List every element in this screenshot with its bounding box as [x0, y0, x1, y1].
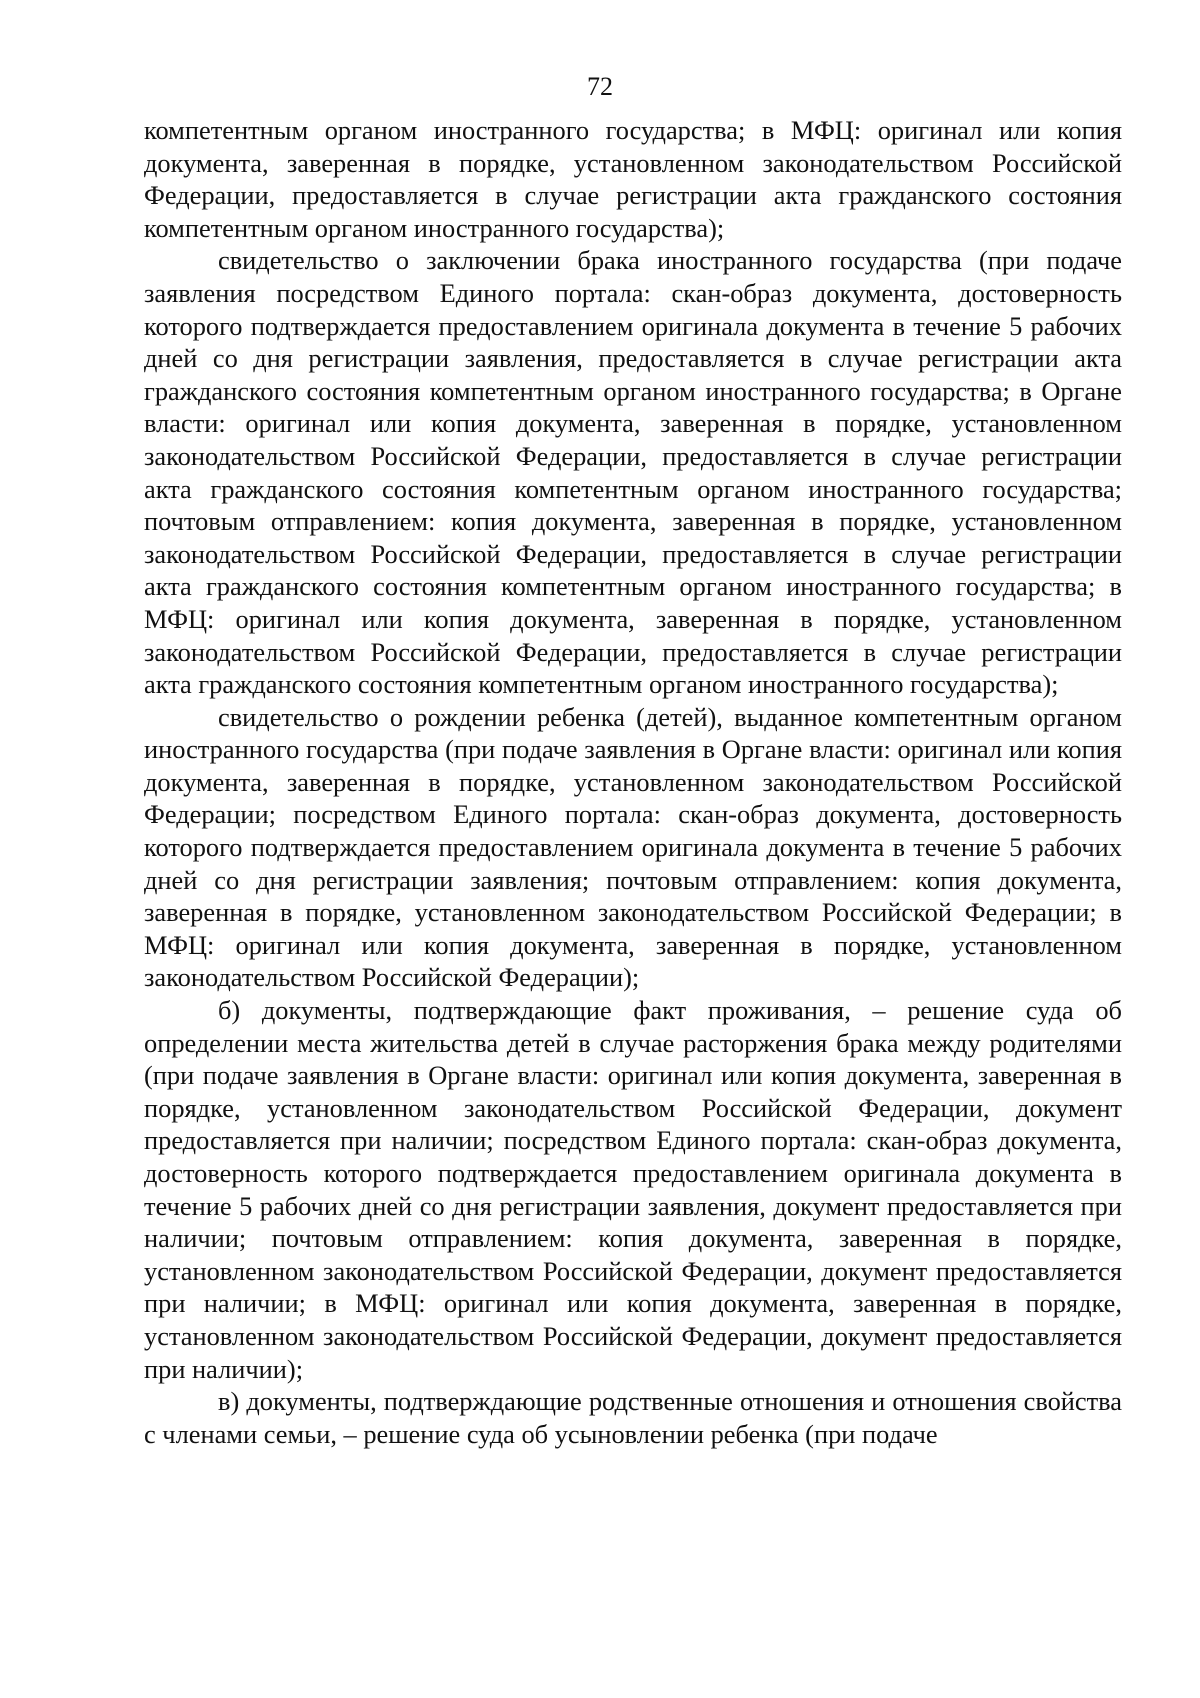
paragraph-residence-documents: б) документы, подтверждающие факт проживания, – решение суда об определении места жительства детей в случае расторжения брака между родителями (при подаче заявления в Органе власти: оригинал или копия документа, заверенная в порядке, установленном законодательством Российской Федерации, документ предоставляется при наличии; посредством Единого портала: скан-образ документа, достоверность которого подтверждается предоставлением оригинала документа в течение 5 рабочих дней со дня регистрации заявления, документ предоставляется при наличии; почтовым отправлением: копия документа, заверенная в порядке, установленном законодательством Российской Федерации, документ предоставляется при наличии; в МФЦ: оригинал или копия документа, заверенная в порядке, установленном законодательством Российской Федерации, документ предоставляется при наличии); [144, 995, 1122, 1384]
paragraph-continuation: компетентным органом иностранного государства; в МФЦ: оригинал или копия документа, заверенная в порядке, установленном законодательством Российской Федерации, предоставляется в случае регистрации акта гражданского состояния компетентным органом иностранного государства); [144, 115, 1122, 243]
paragraph-birth-certificate: свидетельство о рождении ребенка (детей), выданное компетентным органом иностранного государства (при подаче заявления в Органе власти: оригинал или копия документа, заверенная в порядке, установленном законодательством Российской Федерации; посредством Единого портала: скан-образ документа, достоверность которого подтверждается предоставлением оригинала документа в течение 5 рабочих дней со дня регистрации заявления; почтовым отправлением: копия документа, заверенная в порядке, установленном законодательством Российской Федерации; в МФЦ: оригинал или копия документа, заверенная в порядке, установленном законодательством Российской Федерации); [144, 701, 1122, 993]
page-number: 72 [587, 72, 613, 101]
paragraph-kinship-documents: в) документы, подтверждающие родственные отношения и отношения свойства с членами семьи, – решение суда об усыновлении ребенка (при подаче [144, 1386, 1122, 1449]
document-body [144, 114, 1122, 1450]
paragraph-marriage-certificate: свидетельство о заключении брака иностранного государства (при подаче заявления посредством Единого портала: скан-образ документа, достоверность которого подтверждается предоставлением оригинала документа в течение 5 рабочих дней со дня регистрации заявления, предоставляется в случае регистрации акта гражданского состояния компетентным органом иностранного государства; в Органе власти: оригинал или копия документа, заверенная в порядке, установленном законодательством Российской Федерации, предоставляется в случае регистрации акта гражданского состояния компетентным органом иностранного государства; почтовым отправлением: копия документа, заверенная в порядке, установленном законодательством Российской Федерации, предоставляется в случае регистрации акта гражданского состояния компетентным органом иностранного государства; в МФЦ: оригинал или копия документа, заверенная в порядке, установленном законодательством Российской Федерации, предоставляется в случае регистрации акта гражданского состояния компетентным органом иностранного государства); [144, 245, 1122, 700]
